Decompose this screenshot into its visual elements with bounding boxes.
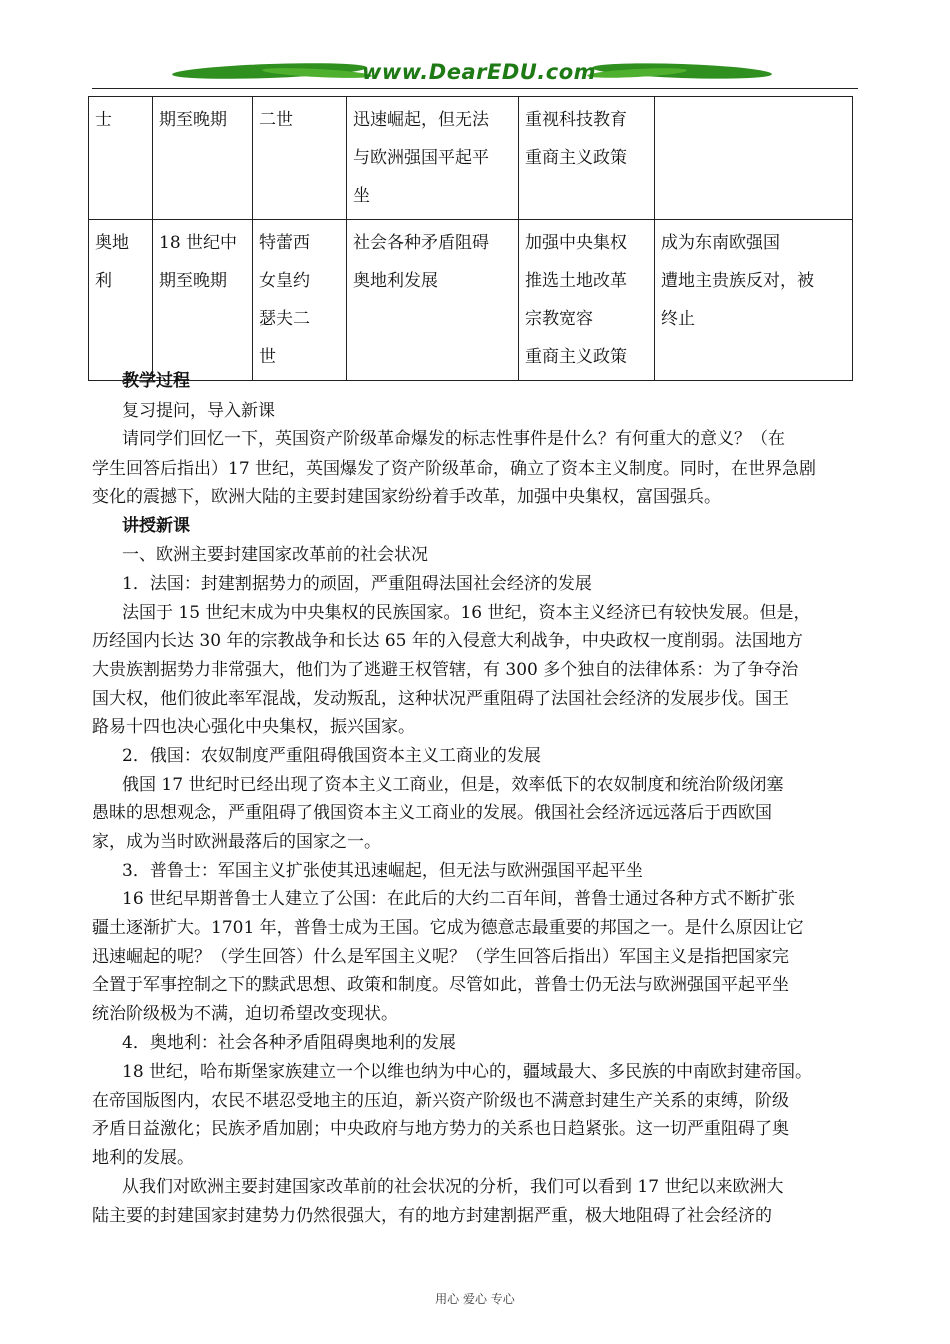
paragraph-line: 家，成为当时欧洲最落后的国家之一。	[92, 832, 381, 852]
paragraph-line: 3．普鲁士：军国主义扩张使其迅速崛起，但无法与欧洲强国平起平坐	[122, 861, 643, 881]
paragraph-line: 国大权，他们彼此率军混战，发动叛乱，这种状况严重阻碍了法国社会经济的发展步伐。国王	[92, 689, 789, 709]
paragraph-line: 请同学们回忆一下，英国资产阶级革命爆发的标志性事件是什么？有何重大的意义？（在	[122, 429, 785, 449]
table-cell: 期至晚期	[153, 97, 253, 220]
table-cell: 成为东南欧强国 遭地主贵族反对，被 终止	[655, 220, 853, 381]
paragraph-line: 2．俄国：农奴制度严重阻碍俄国资本主义工商业的发展	[122, 746, 541, 766]
table-cell: 士	[89, 97, 153, 220]
paragraph-line: 一、欧洲主要封建国家改革前的社会状况	[122, 545, 428, 565]
paragraph-line: 矛盾日益激化；民族矛盾加剧；中央政府与地方势力的关系也日趋紧张。这一切严重阻碍了奥	[92, 1119, 789, 1139]
paragraph-line: 陆主要的封建国家封建势力仍然很强大，有的地方封建割据严重，极大地阻碍了社会经济的	[92, 1206, 772, 1226]
table-cell: 迅速崛起，但无法 与欧洲强国平起平 坐	[347, 97, 519, 220]
paragraph-line: 1．法国：封建割据势力的顽固，严重阻碍法国社会经济的发展	[122, 574, 592, 594]
table-cell: 奥地 利	[89, 220, 153, 381]
paragraph-line: 愚昧的思想观念，严重阻碍了俄国资本主义工商业的发展。俄国社会经济远远落后于西欧国	[92, 803, 772, 823]
paragraph-line: 俄国 17 世纪时已经出现了资本主义工商业，但是，效率低下的农奴制度和统治阶级闭塞	[122, 775, 784, 795]
page-footer: 用心 爱心 专心	[435, 1292, 515, 1306]
paragraph-line: 变化的震撼下，欧洲大陆的主要封建国家纷纷着手改革，加强中央集权，富国强兵。	[92, 487, 721, 507]
reform-table	[88, 96, 853, 381]
site-logo: www.DearEDU.com	[361, 60, 597, 84]
paragraph-line: 路易十四也决心强化中央集权，振兴国家。	[92, 717, 415, 737]
paragraph-line: 16 世纪早期普鲁士人建立了公国：在此后的大约二百年间，普鲁士通过各种方式不断扩张	[122, 889, 796, 909]
site-header	[92, 58, 858, 90]
paragraph-line: 复习提问，导入新课	[122, 401, 275, 421]
table-row	[89, 220, 853, 381]
header-rule	[92, 88, 858, 89]
table-cell: 二世	[253, 97, 347, 220]
paragraph-line: 法国于 15 世纪末成为中央集权的民族国家。16 世纪，资本主义经济已有较快发展。但是，	[122, 603, 811, 623]
paragraph-line: 18 世纪，哈布斯堡家族建立一个以维也纳为中心的，疆域最大、多民族的中南欧封建帝国。	[122, 1062, 813, 1082]
paragraph-line: 在帝国版图内，农民不堪忍受地主的压迫，新兴资产阶级也不满意封建生产关系的束缚，阶级	[92, 1091, 789, 1111]
table-cell: 社会各种矛盾阻碍 奥地利发展	[347, 220, 519, 381]
table-cell: 18 世纪中 期至晚期	[153, 220, 253, 381]
table-cell: 特蕾西 女皇约 瑟夫二 世	[253, 220, 347, 381]
section-heading: 讲授新课	[122, 516, 190, 536]
paragraph-line: 统治阶级极为不满，迫切希望改变现状。	[92, 1004, 398, 1024]
paragraph-line: 疆土逐渐扩大。1701 年，普鲁士成为王国。它成为德意志最重要的邦国之一。是什么原因让它	[92, 918, 804, 938]
table-cell: 加强中央集权 推选土地改革 宗教宽容 重商主义政策	[519, 220, 655, 381]
paragraph-line: 地利的发展。	[92, 1148, 194, 1168]
section-heading: 教学过程	[122, 371, 190, 391]
paragraph-line: 4．奥地利：社会各种矛盾阻碍奥地利的发展	[122, 1033, 456, 1053]
table-cell: 重视科技教育 重商主义政策	[519, 97, 655, 220]
paragraph-line: 迅速崛起的呢？（学生回答）什么是军国主义呢？（学生回答后指出）军国主义是指把国家完	[92, 947, 789, 967]
paragraph-line: 历经国内长达 30 年的宗教战争和长达 65 年的入侵意大利战争，中央政权一度削弱。法国地方	[92, 631, 803, 651]
paragraph-line: 大贵族割据势力非常强大，他们为了逃避王权管辖，有 300 多个独自的法律体系：为了争夺治	[92, 660, 799, 680]
paragraph-line: 学生回答后指出）17 世纪，英国爆发了资产阶级革命，确立了资本主义制度。同时，在世界急剧	[92, 459, 817, 479]
table-cell	[655, 97, 853, 220]
paragraph-line: 全置于军事控制之下的黩武思想、政策和制度。尽管如此，普鲁士仍无法与欧洲强国平起平坐	[92, 975, 789, 995]
paragraph-line: 从我们对欧洲主要封建国家改革前的社会状况的分析，我们可以看到 17 世纪以来欧洲大	[122, 1177, 784, 1197]
table-row	[89, 97, 853, 220]
